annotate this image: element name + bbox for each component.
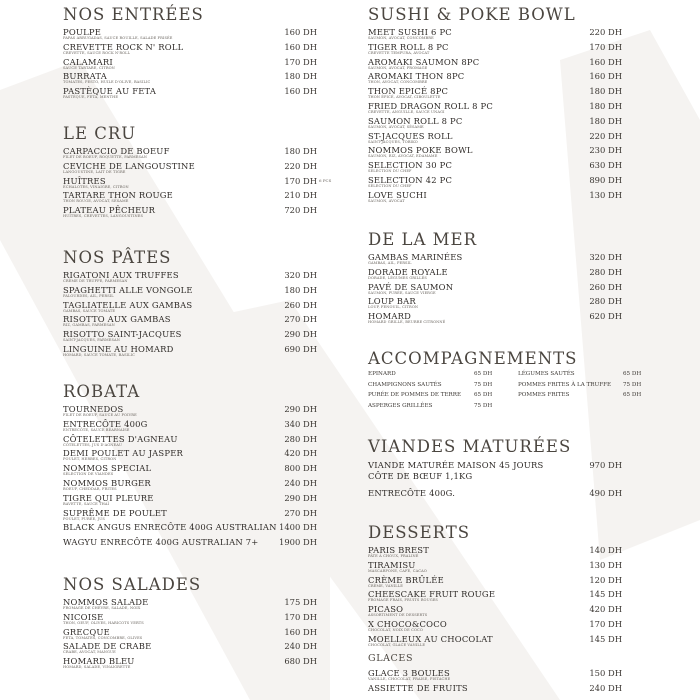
ice-cream-item-description: VANILLE, CHOCOLAT, FRAISE, PISTACHE (368, 677, 451, 681)
item-price: 230 DH (589, 145, 622, 156)
item-name: SELECTION 30 PC (368, 160, 453, 171)
item-description: LANGOUSTINE, LAIT DE TIGRE (63, 169, 126, 174)
item-description: SAINT-JACQUES, PARMESAN (63, 338, 120, 343)
item-name: CÔTELETTES D'AGNEAU (63, 433, 178, 444)
section-title: NOS ENTRÉES (63, 5, 204, 24)
item-name: TIGER ROLL 8 PC (368, 41, 449, 52)
ice-cream-item-name: GLACE 3 BOULES (368, 668, 450, 678)
section-title: DESSERTS (368, 523, 471, 542)
item-description: TOMATES, PESTO, HUILE D'OLIVE, BASILIC (63, 80, 151, 85)
item-price: 220 DH (284, 160, 317, 171)
item-name: POULPE (63, 27, 102, 37)
item-description: PASTÈQUE, FETA, MENTHE (63, 95, 119, 100)
item-description: SÉLECTION DE VIANDES (63, 472, 114, 477)
item-name: CEVICHE DE LANGOUSTINE (63, 160, 195, 171)
item-description: FROMAGE FRAIS, FRUITS ROUGES (368, 598, 438, 603)
item-description: SAUMON, RIZ, AVOCAT, EDAMAME (368, 154, 438, 159)
side-item-name: PURÉE DE POMMES DE TERRE (368, 392, 462, 398)
item-description: POULET, HERBES, CITRON (63, 457, 117, 462)
item-description: GAMBAS, AIL, PERSIL (368, 261, 412, 265)
item-description: CREVETTE, SAUCE ROCK N'ROLL (63, 50, 131, 55)
ice-cream-item-price: 240 DH (589, 682, 622, 693)
item-description: CHOCOLAT, NOIX DE COCO (368, 628, 423, 632)
side-item-name: LÉGUMES SAUTÉS (518, 371, 575, 377)
item-description: HOMARD GRILLÉ, BEURRE CITRONNÉ (368, 320, 446, 325)
item-price: 220 DH (589, 27, 622, 37)
item-price: 620 DH (589, 311, 622, 322)
item-name: X CHOCO&COCO (368, 619, 447, 629)
item-description: BAVETTE, SAUCE THAÏ (63, 501, 110, 506)
item-name: NOMMOS SALADE (63, 597, 149, 607)
section-title: LE CRU (63, 124, 137, 143)
item-price: 420 DH (589, 604, 622, 615)
side-item-price: 75 DH (474, 402, 493, 409)
item-price: 800 DH (284, 463, 317, 474)
item-name: MEET SUSHI 6 PC (368, 27, 452, 37)
item-price: 175 DH (284, 597, 317, 607)
item-description: HOMARD, SALADE, VINAIGRETTE (63, 665, 131, 670)
item-name: TOURNEDOS (63, 404, 124, 414)
item-description: ÉCHALOTES, VINAIGRE, CITRON (63, 184, 129, 189)
item-price: 680 DH (284, 656, 317, 667)
item-description: SÉLECTION DU CHEF (368, 184, 412, 188)
item-price: 180 DH (284, 71, 317, 82)
item-price: 280 DH (284, 433, 317, 444)
side-item-price: 65 DH (474, 392, 493, 398)
matured-meat-price: 490 DH (589, 488, 622, 498)
item-price: 260 DH (284, 299, 317, 310)
item-price: 180 DH (284, 146, 317, 156)
side-item-price: 65 DH (474, 371, 493, 377)
item-description: DORADE, LÉGUMES GRILLÉS (368, 275, 427, 280)
item-price: 290 DH (284, 404, 317, 414)
ice-cream-title: GLACES (368, 653, 414, 664)
item-name: MOELLEUX AU CHOCOLAT (368, 633, 493, 644)
item-price: 160 DH (284, 626, 317, 637)
item-description: THON ÉPICÉ, AVOCAT, CIBOULETTE (368, 95, 441, 100)
item-name: PASTÈQUE AU FETA (63, 86, 157, 97)
item-name: PICASO (368, 604, 404, 615)
section-title: SUSHI & POKE BOWL (368, 5, 576, 24)
ice-cream-item-price: 150 DH (589, 668, 622, 678)
item-price: 160 DH (284, 41, 317, 52)
item-name: TIGRE QUI PLEURE (63, 492, 154, 503)
item-description: MASCARPONE, CAFÉ, CACAO (368, 568, 427, 573)
item-name: THON EPICÉ 8PC (368, 86, 449, 97)
item-name: GAMBAS MARINÉES (368, 252, 463, 262)
item-description: SAUMON, AVOCAT (368, 198, 405, 203)
item-price: 170 DH (589, 619, 622, 629)
item-price: 160 DH (589, 71, 622, 82)
item-name: CRÈME BRÛLÉE (368, 574, 444, 585)
side-item-name: EPINARD (368, 371, 396, 377)
item-price: 240 DH (284, 478, 317, 488)
item-name: NOMMOS BURGER (63, 478, 151, 488)
item-price: 160 DH (284, 27, 317, 37)
matured-meat-name: ENTRECÔTE 400G. (368, 488, 456, 498)
item-description: FETA, TOMATES, CONCOMBRE, OLIVES (63, 635, 143, 640)
item-price: 170 DH (284, 611, 317, 622)
item-name: DEMI POULET AU JASPER (63, 448, 184, 459)
item-price: 140 DH (589, 545, 622, 555)
section-title: VIANDES MATURÉES (368, 437, 572, 456)
item-price: 130 DH (589, 559, 622, 570)
item-name: LOVE SUCHI (368, 189, 427, 200)
ice-cream-item-name: ASSIETTE DE FRUITS (368, 682, 468, 693)
item-price: 240 DH (284, 641, 317, 652)
item-description: CRABE, AVOCAT, MANGUE (63, 650, 116, 655)
item-name: SAUMON ROLL 8 PC (368, 115, 463, 126)
item-description: THON ROUGE, AVOCAT, SÉSAME (63, 199, 129, 204)
item-price: 630 DH (589, 160, 622, 171)
item-name: PARIS BREST (368, 545, 430, 555)
item-price: 690 DH (284, 344, 317, 354)
item-price: 270 DH (284, 314, 317, 325)
item-description: PALOURDES, AIL, PERSIL (63, 293, 114, 298)
item-name: AROMAKI SAUMON 8PC (368, 56, 480, 67)
item-description: FROMAGE DE CHÈVRE, SALADE, NOIX (63, 606, 141, 610)
item-name: TARTARE THON ROUGE (63, 190, 173, 201)
item-price: 290 DH (284, 492, 317, 503)
item-description: SÉLECTION DU CHEF (368, 169, 412, 174)
item-name: LINGUINE AU HOMARD (63, 344, 174, 354)
item-description: BOEUF, CHEDDAR, FRITES (63, 487, 117, 491)
item-name: CREVETTE ROCK N' ROLL (63, 41, 184, 52)
item-price: 160 DH (589, 56, 622, 67)
item-name: LOUP BAR (368, 296, 416, 307)
item-price: 170 DH (284, 56, 317, 67)
item-description: PÂTE À CHOUX, PRALINÉ (368, 554, 419, 558)
item-description: SAUMON, AVOCAT, SÉSAME (368, 124, 424, 129)
item-description: POULET, PURÉE, JUS (63, 516, 105, 521)
item-portion-note: 6 PCS (319, 177, 332, 183)
side-item-price: 75 DH (623, 381, 642, 388)
item-name: BURRATA (63, 71, 107, 82)
item-name: NICOISE (63, 611, 104, 622)
item-name: BLACK ANGUS ENRECÔTE 400G AUSTRALIAN (63, 522, 277, 533)
item-description: HOMARD, SAUCE TOMATE, BASILIC (63, 353, 135, 357)
item-price: 720 DH (284, 205, 317, 216)
section-title: ACCOMPAGNEMENTS (368, 349, 578, 368)
item-price: 145 DH (589, 633, 622, 644)
item-description: CRÈME, VANILLE (368, 583, 403, 588)
item-name: HUÎTRES (63, 175, 106, 186)
matured-meat-name: VIANDE MATURÉE MAISON 45 JOURS (368, 460, 544, 470)
section-title: ROBATA (63, 382, 141, 401)
item-price: 1400 DH (279, 522, 317, 533)
item-name: GRECQUE (63, 626, 110, 637)
item-price: 180 DH (284, 284, 317, 295)
side-item-price: 65 DH (623, 392, 642, 398)
item-name: ENTRECÔTE 400G (63, 418, 148, 429)
matured-meat-name-line2: CÔTE DE BŒUF 1,1KG (368, 471, 473, 481)
item-price: 210 DH (284, 190, 317, 201)
item-price: 260 DH (589, 281, 622, 292)
item-description: RIZ, GAMBAS, PARMESAN (63, 323, 115, 328)
item-name: SPAGHETTI ALLE VONGOLE (63, 284, 193, 295)
item-price: 270 DH (284, 507, 317, 518)
item-description: LOUP, FENOUIL, CITRON (368, 305, 419, 310)
item-price: 220 DH (589, 130, 622, 141)
item-description: SAUMON, AVOCAT, CONCOMBRE (368, 36, 434, 40)
item-name: ST-JACQUES ROLL (368, 130, 453, 141)
item-name: TIRAMISU (368, 559, 416, 570)
item-price: 320 DH (589, 252, 622, 262)
item-price: 145 DH (589, 589, 622, 600)
item-description: CHOCOLAT, GLACE VANILLE (368, 642, 426, 647)
item-description: ASSORTIMENT DE DESSERTS (368, 613, 428, 618)
item-name: SUPRÊME DE POULET (63, 507, 167, 518)
section-title: DE LA MER (368, 230, 477, 249)
item-description: CREVETTE, ANGUILLE, SAUCE UNAGI (368, 110, 445, 114)
item-price: 280 DH (589, 296, 622, 307)
item-price: 290 DH (284, 329, 317, 340)
item-description: CREVETTE TEMPURA, AVOCAT (368, 50, 430, 55)
item-description: HUÎTRES, CREVETTES, LANGOUSTINES (63, 214, 144, 219)
item-name: SELECTION 42 PC (368, 175, 453, 185)
side-item-name: ASPERGES GRILLÉES (368, 402, 433, 409)
item-description: FILET DE BOEUF, ROQUETTE, PARMESAN (63, 155, 147, 159)
item-description: CÔTELETTES, JUS D'AGNEAU (63, 442, 123, 447)
item-description: ENTRECÔTE, SAUCE BÉARNAISE (63, 427, 130, 432)
item-price: 160 DH (284, 86, 317, 97)
item-description: GAMBAS, SAUCE TOMATE (63, 308, 116, 313)
item-price: 340 DH (284, 418, 317, 429)
item-description: THON, OEUF, OLIVES, HARICOTS VERTS (63, 620, 144, 625)
item-name: RISOTTO AUX GAMBAS (63, 314, 171, 325)
matured-meat-price: 970 DH (589, 460, 622, 470)
item-price: 130 DH (589, 189, 622, 200)
item-name: CARPACCIO DE BOEUF (63, 146, 170, 156)
item-name: PLATEAU PÊCHEUR (63, 205, 156, 216)
item-description: THON, AVOCAT, CONCOMBRE (368, 80, 428, 85)
item-name: DORADE ROYALE (368, 266, 448, 277)
item-name: CALAMARI (63, 56, 113, 67)
item-price: 420 DH (284, 448, 317, 459)
item-description: FILET DE BOEUF, SAUCE AU POIVRE (63, 413, 137, 417)
item-name: CHEESCAKE FRUIT ROUGE (368, 589, 496, 600)
item-price: 180 DH (589, 101, 622, 111)
item-name: FRIED DRAGON ROLL 8 PC (368, 101, 493, 111)
item-name: NOMMOS POKE BOWL (368, 145, 473, 156)
side-item-name: POMMES FRITES À LA TRUFFE (518, 381, 612, 388)
item-price: 890 DH (589, 175, 622, 185)
section-title: NOS SALADES (63, 575, 202, 594)
item-name: SALADE DE CRABE (63, 641, 152, 652)
item-description: SAUMON, AVOCAT, FROMAGE (368, 65, 428, 70)
item-description: CRÈME DE TRUFFE, PARMESAN (63, 279, 128, 283)
item-name: TAGLIATELLE AUX GAMBAS (63, 299, 193, 310)
item-description: PAPAS ARRUGADAS, SAUCE ROUILLE, SALADE FRISÉE (63, 36, 173, 40)
section-title: NOS PÂTES (63, 248, 172, 267)
side-item-price: 75 DH (474, 381, 493, 388)
item-price: 280 DH (589, 266, 622, 277)
item-price: 170 DH (589, 41, 622, 52)
item-price: 180 DH (589, 86, 622, 97)
item-name: WAGYU ENRECÔTE 400G AUSTRALIAN 7+ (63, 537, 259, 548)
item-description: SAINT-JACQUES, TOBIKO (368, 139, 418, 144)
item-name: NOMMOS SPECIAL (63, 463, 152, 474)
side-item-name: POMMES FRITES (518, 392, 570, 398)
side-item-name: CHAMPIGNONS SAUTÉS (368, 381, 442, 388)
item-description: SAUMON, PURÉE, SAUCE VIERGE (368, 290, 436, 295)
item-name: PAVÉ DE SAUMON (368, 281, 454, 292)
item-price: 120 DH (589, 574, 622, 585)
item-price: 180 DH (589, 115, 622, 126)
side-item-price: 65 DH (623, 371, 642, 377)
item-price: 1900 DH (279, 537, 317, 548)
item-name: HOMARD BLEU (63, 656, 135, 667)
item-name: RIGATONI AUX TRUFFES (63, 270, 179, 280)
item-name: AROMAKI THON 8PC (368, 71, 465, 82)
item-name: HOMARD (368, 311, 412, 322)
item-description: SAUCE TARTARE, CITRON (63, 65, 115, 70)
item-price: 170 DH (284, 175, 317, 186)
item-name: RISOTTO SAINT-JACQUES (63, 329, 182, 340)
item-price: 320 DH (284, 270, 317, 280)
